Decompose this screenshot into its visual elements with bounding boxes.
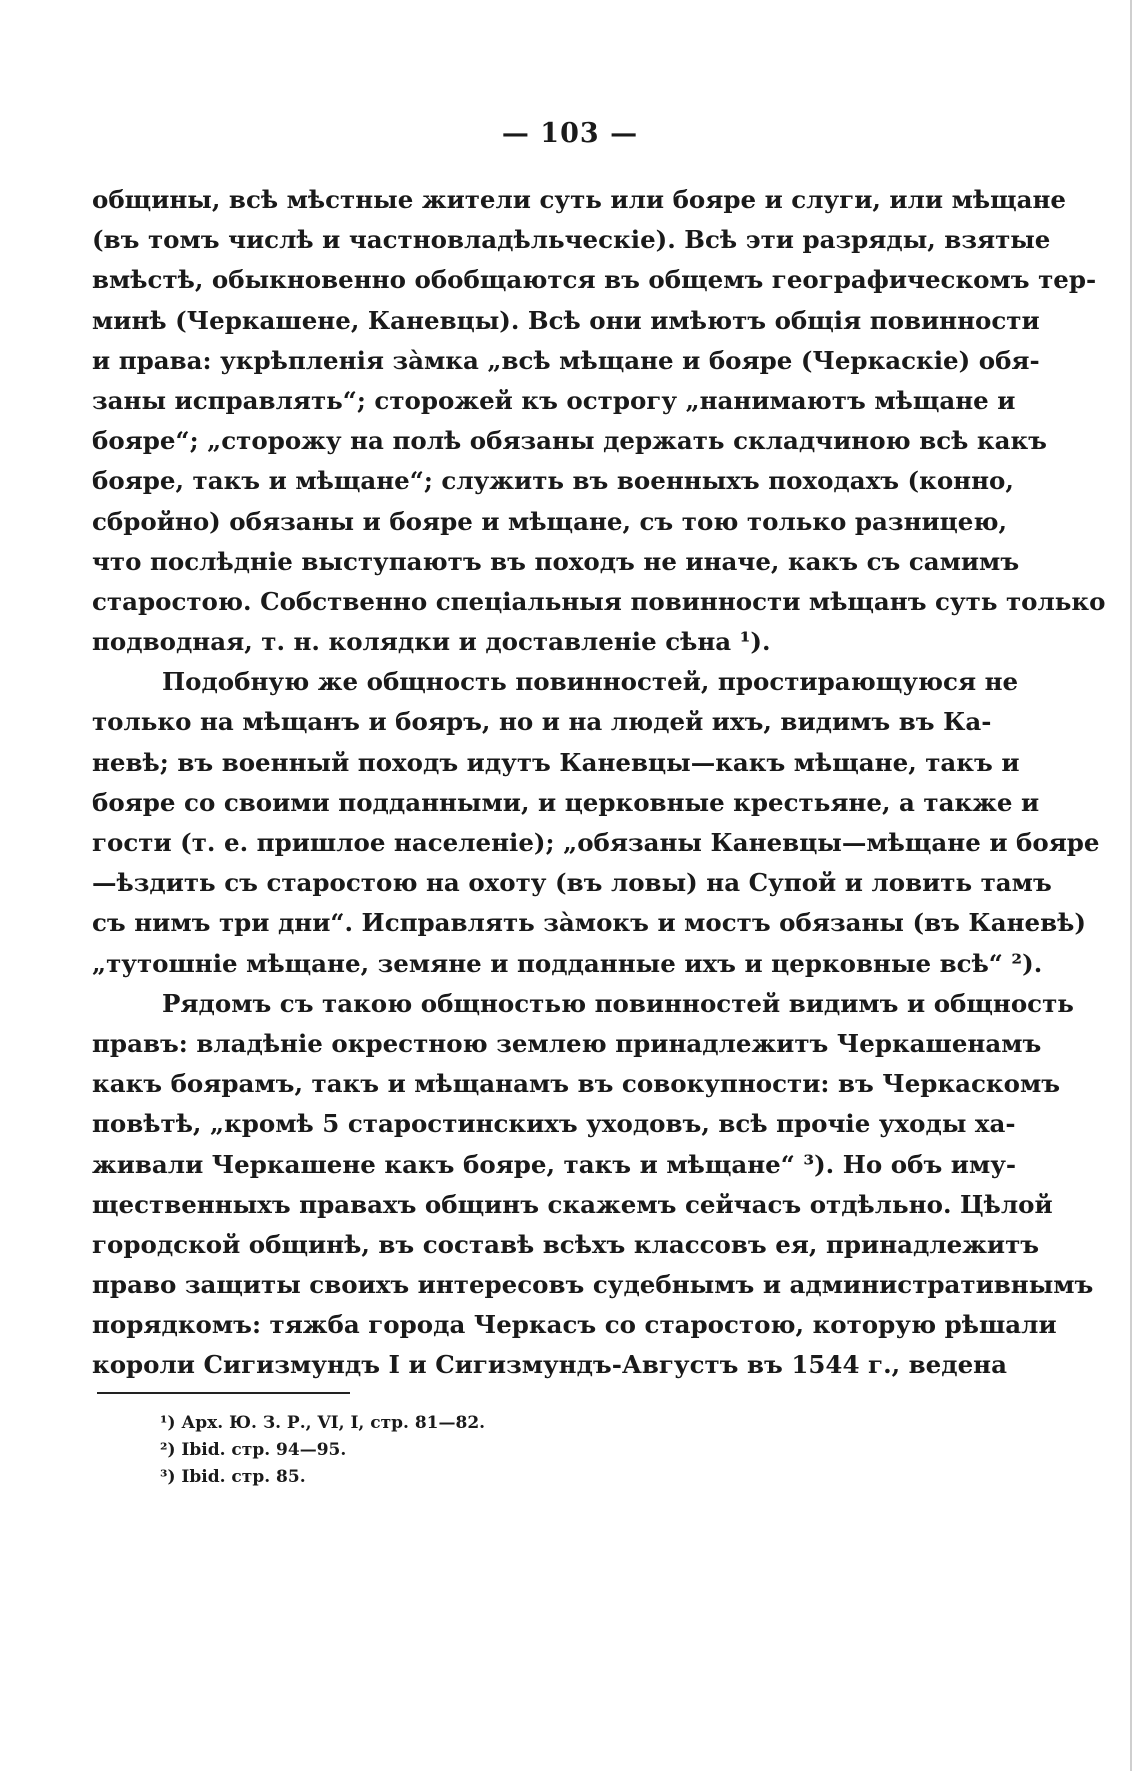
text-line: бояре“; „сторожу на полѣ обязаны держать складчиною всѣ какъ bbox=[92, 426, 1047, 456]
paragraph-3 bbox=[92, 984, 1094, 1386]
footnote-divider bbox=[97, 1392, 350, 1394]
text-line: Подобную же общность повинностей, простирающуюся не bbox=[162, 667, 1019, 697]
footnote-1: ¹) Арх. Ю. З. Р., VI, I, стр. 81—82. bbox=[160, 1413, 486, 1433]
text-line: живали Черкашене какъ бояре, такъ и мѣщане“ ³). Но объ иму- bbox=[92, 1149, 1017, 1179]
text-line: порядкомъ: тяжба города Черкасъ со старостою, которую рѣшали bbox=[92, 1310, 1057, 1340]
text-line: Рядомъ съ такою общностью повинностей видимъ и общность bbox=[162, 988, 1074, 1018]
text-line: бояре, такъ и мѣщане“; служить въ военныхъ походахъ (конно, bbox=[92, 466, 1014, 496]
page-number: — 103 — bbox=[501, 118, 639, 149]
text-line: вмѣстѣ, обыкновенно обобщаются въ общемъ географическомъ тер- bbox=[92, 265, 1097, 295]
body-text bbox=[92, 180, 1106, 1386]
text-line: щественныхъ правахъ общинъ скажемъ сейчасъ отдѣльно. Цѣлой bbox=[92, 1189, 1053, 1219]
text-line: только на мѣщанъ и бояръ, но и на людей ихъ, видимъ въ Ка- bbox=[92, 707, 992, 737]
text-line: какъ боярамъ, такъ и мѣщанамъ въ совокупности: въ Черкаскомъ bbox=[92, 1069, 1061, 1099]
text-line: заны исправлять“; сторожей къ острогу „нанимаютъ мѣщане и bbox=[92, 385, 1016, 415]
text-line: общины, всѣ мѣстные жители суть или бояре и слуги, или мѣщане bbox=[92, 185, 1066, 214]
text-line: (въ томъ числѣ и частновладѣльческіе). Всѣ эти разряды, взятые bbox=[92, 225, 1051, 255]
text-line: что послѣдніе выступаютъ въ походъ не иначе, какъ съ самимъ bbox=[92, 546, 1020, 576]
text-line: „тутошніе мѣщане, земяне и подданные ихъ и церковные всѣ“ ²). bbox=[92, 948, 1043, 978]
scan-edge-line bbox=[1130, 0, 1132, 1771]
footnote-2: ²) Ibid. стр. 94—95. bbox=[160, 1440, 347, 1460]
text-line: гости (т. е. пришлое населеніе); „обязаны Каневцы—мѣщане и бояре bbox=[92, 828, 1100, 857]
text-line: городской общинѣ, въ составѣ всѣхъ классовъ ея, принадлежитъ bbox=[92, 1229, 1040, 1259]
footnotes bbox=[160, 1410, 485, 1491]
text-line: правъ: владѣніе окрестною землею принадлежитъ Черкашенамъ bbox=[92, 1028, 1042, 1058]
text-line: сбройно) обязаны и бояре и мѣщане, съ тою только разницею, bbox=[92, 506, 1008, 536]
text-line: минѣ (Черкашене, Каневцы). Всѣ они имѣютъ общія повинности bbox=[92, 305, 1040, 335]
text-line: бояре со своими подданными, и церковные крестьяне, а также и bbox=[92, 787, 1040, 817]
footnote-3: ³) Ibid. стр. 85. bbox=[160, 1467, 306, 1487]
paragraph-1 bbox=[92, 180, 1106, 662]
text-line: право защиты своихъ интересовъ судебнымъ и административнымъ bbox=[92, 1270, 1094, 1300]
text-line: и права: укрѣпленія зàмка „всѣ мѣщане и бояре (Черкаскіе) обя- bbox=[92, 345, 1040, 375]
text-line: —ѣздить съ старостою на охоту (въ ловы) на Супой и ловить тамъ bbox=[92, 868, 1052, 898]
text-line: подводная, т. н. колядки и доставленіе сѣна ¹). bbox=[92, 627, 771, 657]
text-line: повѣтѣ, „кромѣ 5 старостинскихъ уходовъ, всѣ прочіе уходы ха- bbox=[92, 1109, 1016, 1139]
text-line: съ нимъ три дни“. Исправлять зàмокъ и мостъ обязаны (въ Каневѣ) bbox=[92, 908, 1086, 938]
text-line: невѣ; въ военный походъ идутъ Каневцы—какъ мѣщане, такъ и bbox=[92, 747, 1020, 777]
text-line: старостою. Собственно спеціальныя повинности мѣщанъ суть только bbox=[92, 586, 1106, 616]
paragraph-2 bbox=[92, 662, 1100, 984]
text-line: короли Сигизмундъ I и Сигизмундъ-Августъ въ 1544 г., ведена bbox=[92, 1350, 1007, 1380]
